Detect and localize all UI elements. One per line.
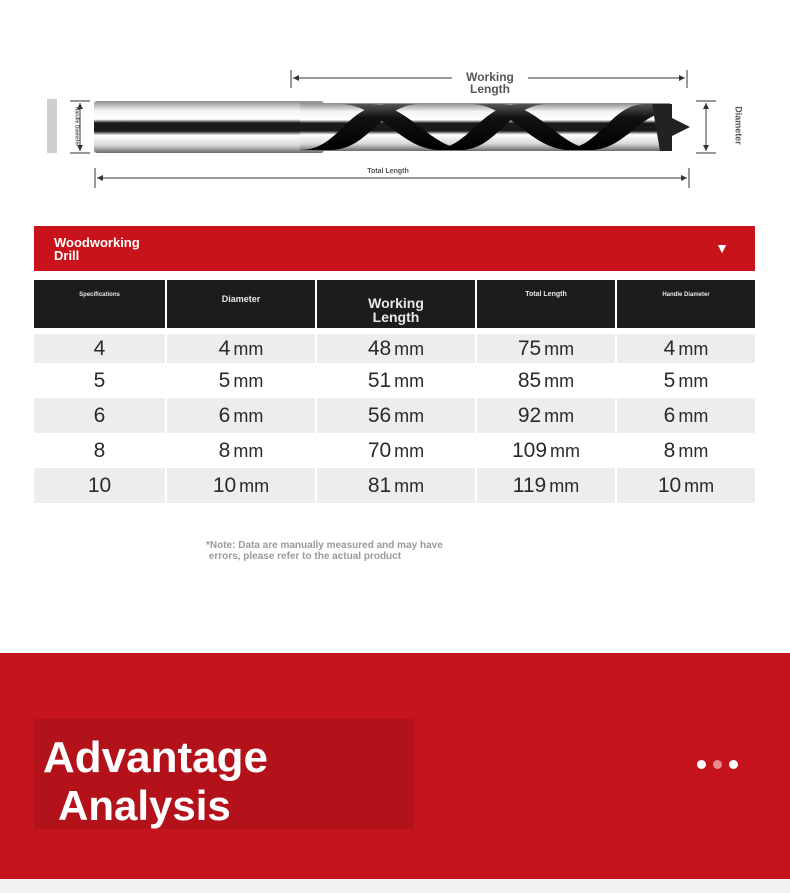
table-header-row bbox=[34, 280, 755, 328]
carousel-dots[interactable] bbox=[697, 760, 738, 769]
table-body bbox=[34, 328, 755, 503]
cell-working bbox=[317, 398, 477, 433]
cell-spec bbox=[34, 433, 167, 468]
cell-value: 8 bbox=[218, 438, 231, 462]
cell-value: 5 bbox=[218, 368, 231, 392]
cell-unit: mm bbox=[394, 338, 425, 359]
cell-value: 51 bbox=[367, 368, 392, 392]
column-header-working-length: Working Length bbox=[317, 280, 477, 328]
cell-unit: mm bbox=[233, 405, 264, 426]
cell-working bbox=[317, 468, 477, 503]
cell-value: 56 bbox=[367, 403, 392, 427]
cell-value: 92 bbox=[517, 403, 542, 427]
cell-value: 6 bbox=[663, 403, 676, 427]
cell-value: 6 bbox=[218, 403, 231, 427]
cell-total bbox=[477, 363, 617, 398]
cell-unit: mm bbox=[550, 440, 581, 461]
cell-handle bbox=[617, 468, 755, 503]
cell-spec bbox=[34, 328, 167, 363]
cell-unit: mm bbox=[678, 338, 709, 359]
banner-title-line-1: Advantage bbox=[43, 733, 268, 782]
cell-value: 10 bbox=[657, 473, 682, 497]
cell-value: 4 bbox=[218, 336, 231, 360]
spec-table bbox=[34, 280, 755, 503]
cell-value: 8 bbox=[663, 438, 676, 462]
cell-value: 5 bbox=[93, 368, 106, 392]
cell-value: 85 bbox=[517, 368, 542, 392]
footer-strip bbox=[0, 879, 790, 893]
cell-value: 5 bbox=[663, 368, 676, 392]
cell-value: 75 bbox=[517, 336, 542, 360]
cell-value: 10 bbox=[87, 473, 112, 497]
cell-diameter bbox=[167, 398, 317, 433]
product-header-bar[interactable] bbox=[34, 226, 755, 271]
column-header-total-length: Total Length bbox=[477, 280, 617, 328]
cell-value: 119 bbox=[512, 473, 547, 497]
column-header-specifications: Specifications bbox=[34, 280, 167, 328]
cell-diameter bbox=[167, 328, 317, 363]
product-title: Woodworking Drill bbox=[54, 235, 140, 263]
cell-diameter bbox=[167, 363, 317, 398]
column-header-handle-diameter: Handle Diameter bbox=[617, 280, 755, 328]
table-row bbox=[34, 433, 755, 468]
cell-working bbox=[317, 363, 477, 398]
cell-unit: mm bbox=[233, 370, 264, 391]
cell-value: 10 bbox=[212, 473, 237, 497]
cell-unit: mm bbox=[394, 370, 425, 391]
table-row bbox=[34, 328, 755, 363]
cell-total bbox=[477, 398, 617, 433]
cell-handle bbox=[617, 398, 755, 433]
carousel-dot-1[interactable] bbox=[697, 760, 706, 769]
cell-total bbox=[477, 328, 617, 363]
carousel-dot-2[interactable] bbox=[713, 760, 722, 769]
cell-unit: mm bbox=[544, 405, 575, 426]
cell-value: 81 bbox=[367, 473, 392, 497]
cell-diameter bbox=[167, 433, 317, 468]
drill-shank bbox=[94, 101, 324, 153]
cell-total bbox=[477, 433, 617, 468]
cell-value: 4 bbox=[663, 336, 676, 360]
column-header-diameter: Diameter bbox=[167, 280, 317, 328]
cell-value: 109 bbox=[511, 438, 548, 462]
cell-working bbox=[317, 328, 477, 363]
shank-end bbox=[47, 99, 57, 153]
cell-handle bbox=[617, 433, 755, 468]
cell-total bbox=[477, 468, 617, 503]
cell-spec bbox=[34, 363, 167, 398]
cell-unit: mm bbox=[678, 370, 709, 391]
cell-unit: mm bbox=[233, 338, 264, 359]
cell-value: 8 bbox=[93, 438, 106, 462]
cell-unit: mm bbox=[394, 475, 425, 496]
drill-diagram bbox=[0, 0, 790, 200]
table-row bbox=[34, 363, 755, 398]
cell-unit: mm bbox=[678, 440, 709, 461]
cell-value: 4 bbox=[93, 336, 106, 360]
cell-unit: mm bbox=[684, 475, 715, 496]
cell-handle bbox=[617, 363, 755, 398]
table-row bbox=[34, 398, 755, 433]
cell-unit: mm bbox=[544, 338, 575, 359]
cell-working bbox=[317, 433, 477, 468]
cell-unit: mm bbox=[239, 475, 270, 496]
cell-unit: mm bbox=[233, 440, 264, 461]
cell-value: 48 bbox=[367, 336, 392, 360]
cell-unit: mm bbox=[394, 405, 425, 426]
diameter-label: Diameter bbox=[733, 106, 744, 145]
cell-spec bbox=[34, 468, 167, 503]
cell-unit: mm bbox=[544, 370, 575, 391]
measurement-note: *Note: Data are manually measured and may have errors, please refer to the actual product bbox=[206, 540, 443, 562]
total-length-label: Total Length bbox=[358, 168, 418, 175]
table-row bbox=[34, 468, 755, 503]
cell-unit: mm bbox=[394, 440, 425, 461]
cell-diameter bbox=[167, 468, 317, 503]
working-length-label: Working Length bbox=[452, 71, 528, 95]
triangle-down-icon[interactable]: ▼ bbox=[715, 240, 729, 256]
cell-spec bbox=[34, 398, 167, 433]
handle-diameter-label: Handle Diameter bbox=[73, 106, 80, 147]
cell-unit: mm bbox=[549, 475, 580, 496]
advantage-banner bbox=[0, 653, 790, 879]
cell-value: 6 bbox=[93, 403, 106, 427]
cell-handle bbox=[617, 328, 755, 363]
cell-value: 70 bbox=[367, 438, 392, 462]
carousel-dot-3[interactable] bbox=[729, 760, 738, 769]
cell-unit: mm bbox=[678, 405, 709, 426]
banner-title-line-2: Analysis bbox=[58, 782, 231, 829]
